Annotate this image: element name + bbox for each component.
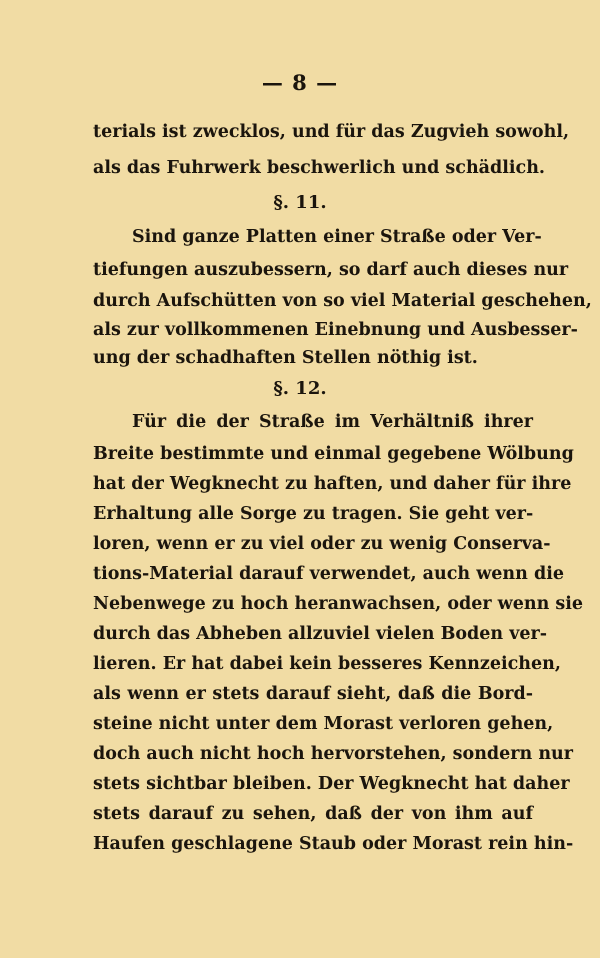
text-line: Nebenwege zu hoch heranwachsen, oder wenn sie: [93, 594, 584, 614]
text-line: tiefungen auszubessern, so darf auch dieses nur: [93, 260, 569, 280]
text-line: stets sichtbar bleiben. Der Wegknecht hat daher: [93, 774, 570, 794]
text-line: tions-Material darauf verwendet, auch wenn die: [93, 564, 564, 584]
page-number: — 8 —: [261, 70, 339, 95]
text-line: Für die der Straße im Verhältniß ihrer: [132, 412, 533, 432]
text-line: als wenn er stets darauf sieht, daß die Bord-: [93, 684, 533, 704]
text-line: Erhaltung alle Sorge zu tragen. Sie geht ver-: [93, 504, 534, 524]
section-heading-11: §. 11.: [273, 192, 327, 213]
text-line: durch Aufschütten von so viel Material geschehen,: [93, 291, 592, 311]
section-heading-12: §. 12.: [273, 378, 327, 399]
text-line: lieren. Er hat dabei kein besseres Kennzeichen,: [93, 654, 561, 674]
text-line: Sind ganze Platten einer Straße oder Ver-: [132, 227, 542, 247]
text-line: ung der schadhaften Stellen nöthig ist.: [93, 348, 478, 368]
text-line: als zur vollkommenen Einebnung und Ausbesser-: [93, 320, 578, 340]
text-line: doch auch nicht hoch hervorstehen, sondern nur: [93, 744, 574, 764]
text-line: steine nicht unter dem Morast verloren gehen,: [93, 714, 554, 734]
text-line: durch das Abheben allzuviel vielen Boden ver-: [93, 624, 548, 644]
text-line: als das Fuhrwerk beschwerlich und schädlich.: [93, 158, 546, 178]
text-line: loren, wenn er zu viel oder zu wenig Conserva-: [93, 534, 551, 554]
text-line: hat der Wegknecht zu haften, und daher für ihre: [93, 474, 572, 494]
text-line: Haufen geschlagene Staub oder Morast rein hin-: [93, 834, 574, 854]
text-line: terials ist zwecklos, und für das Zugvieh sowohl,: [93, 122, 570, 142]
text-line: Breite bestimmte und einmal gegebene Wölbung: [93, 444, 574, 464]
text-line: stets darauf zu sehen, daß der von ihm auf: [93, 804, 533, 824]
